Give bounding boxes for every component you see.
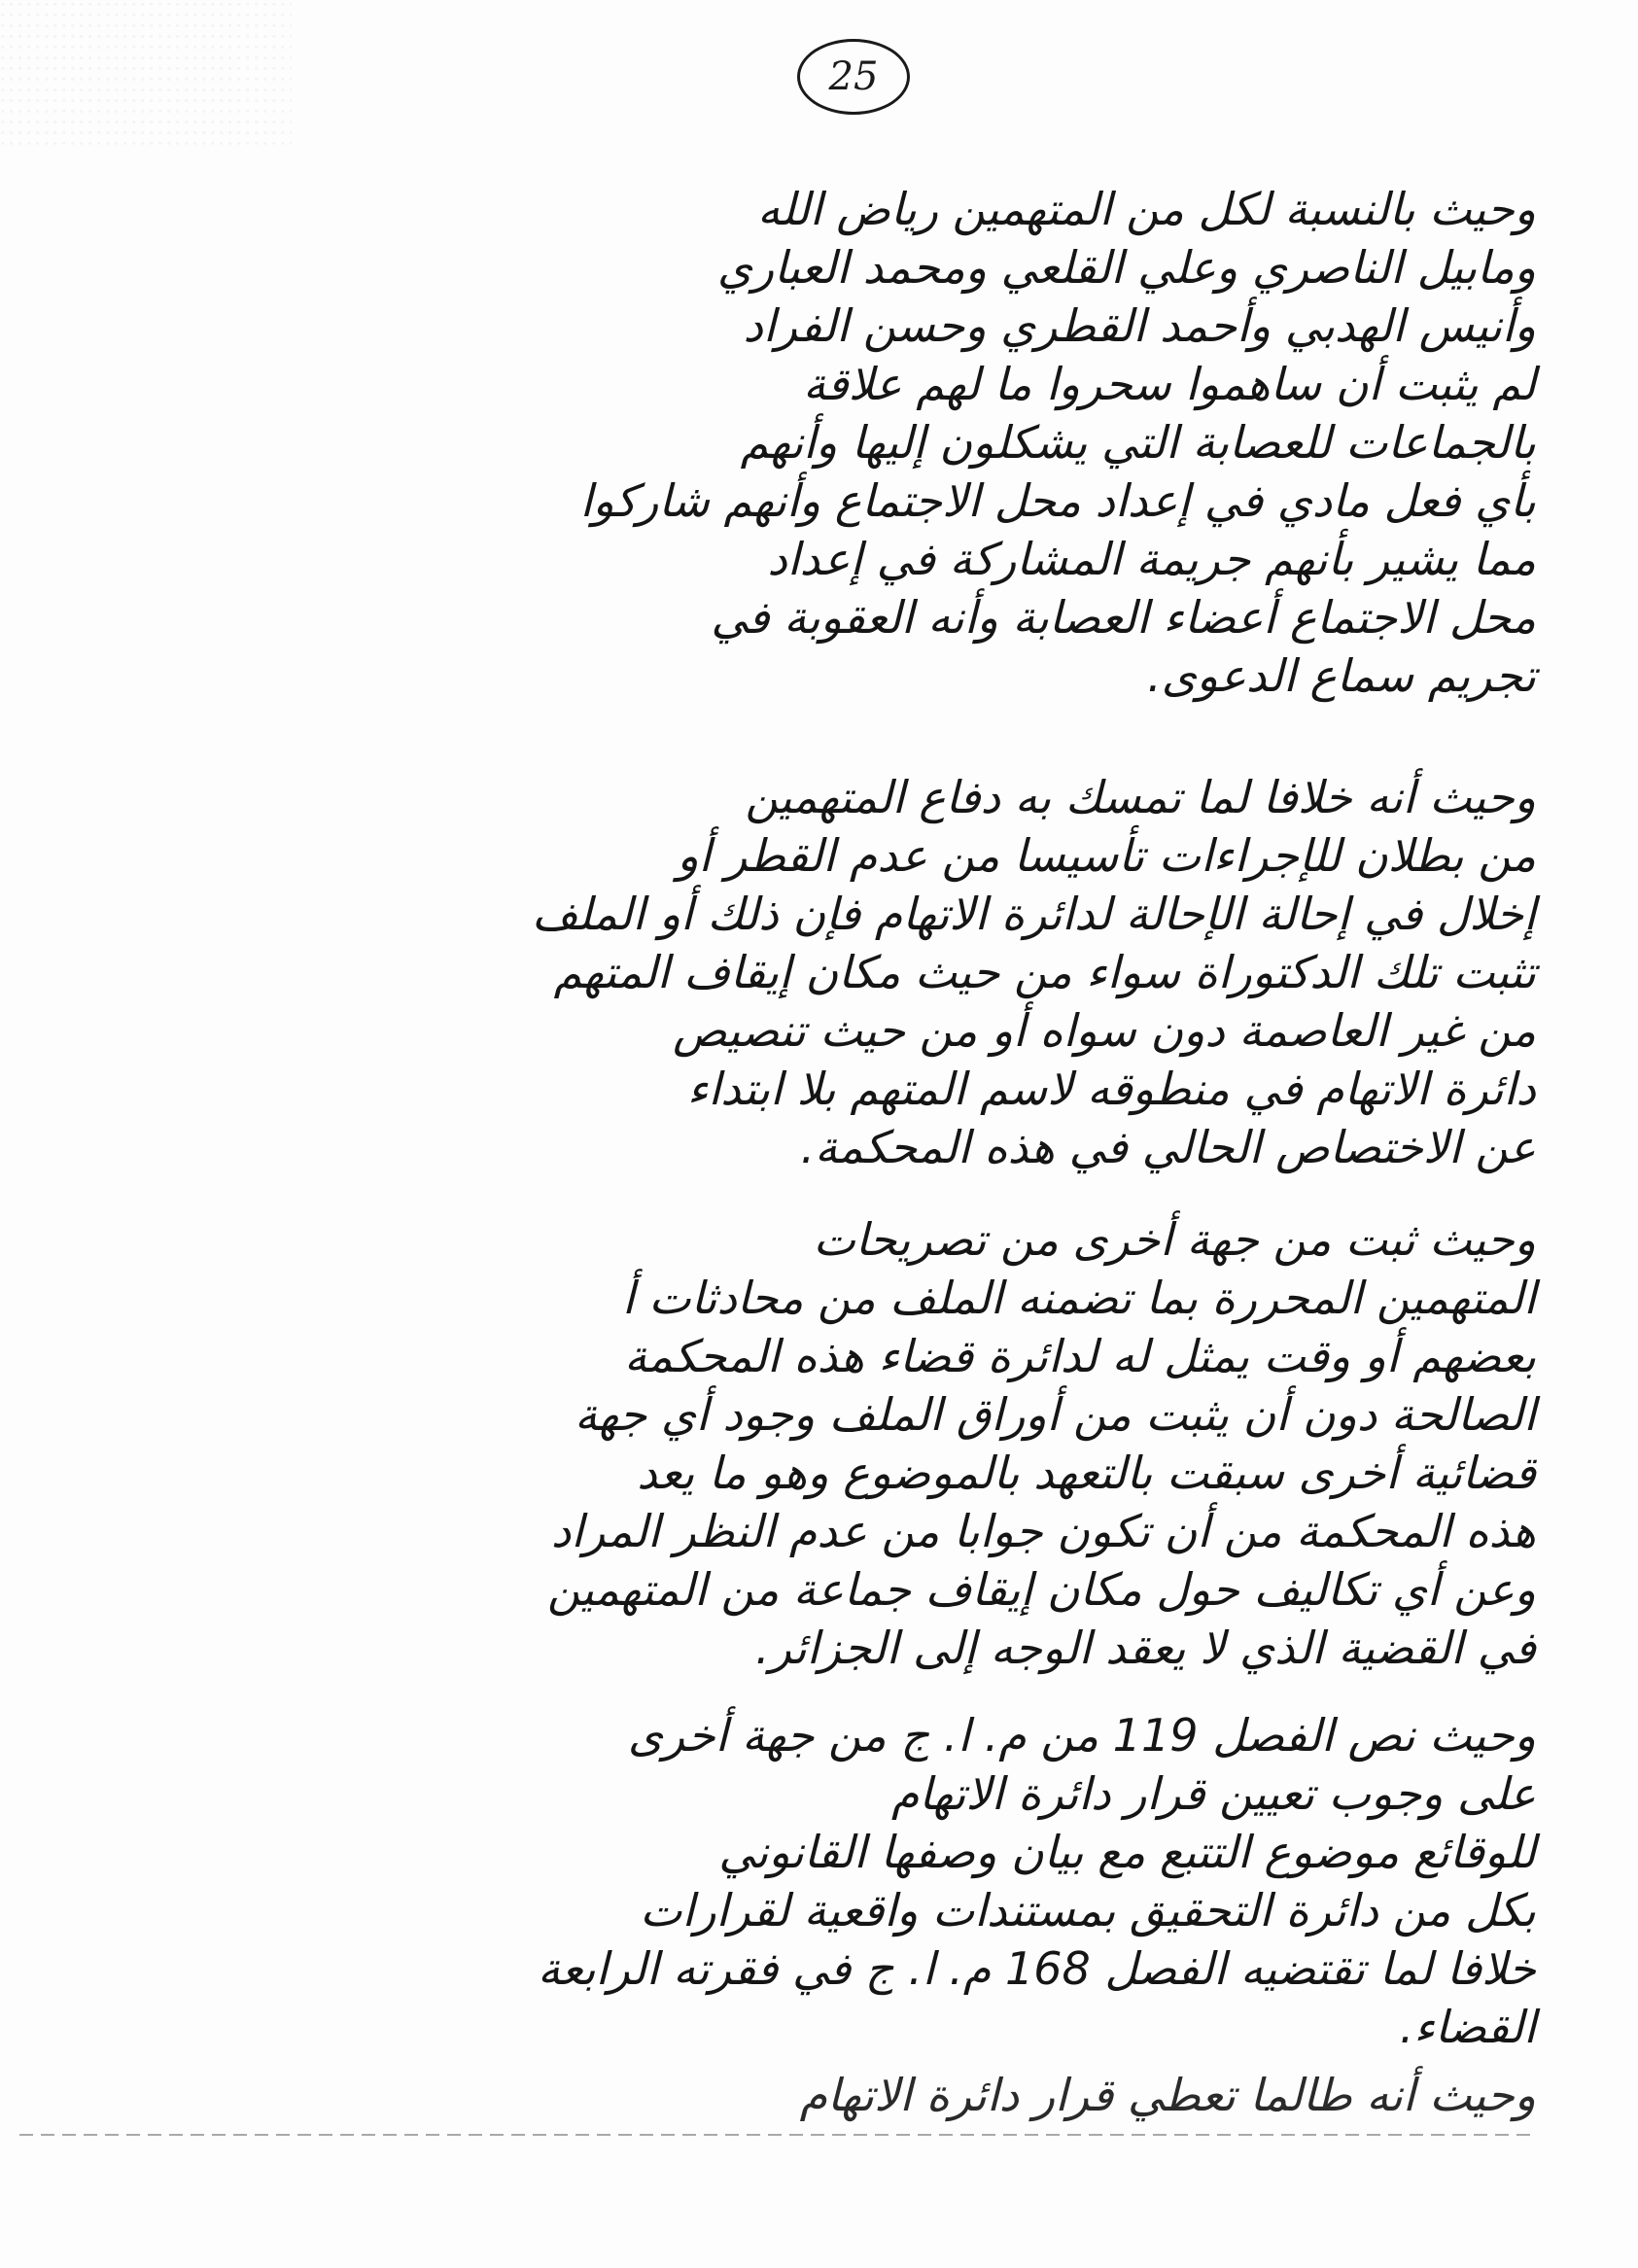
text-line: قضائية أخرى سبقت بالتعهد بالموضوع وهو ما يعد (637, 1447, 1536, 1499)
paragraph-3 (107, 1210, 1536, 1677)
text-line: وأنيس الهدبي وأحمد القطري وحسن الفراد (743, 299, 1536, 352)
text-line: من بطلان للإجراءات تأسيسا من عدم القطر أو (677, 829, 1536, 882)
text-line: تثبت تلك الدكتوراة سواء من حيث مكان إيقاف المتهم (553, 946, 1536, 998)
text-line: إخلال في إحالة الإحالة لدائرة الاتهام فإن ذلك أو الملف (532, 888, 1536, 940)
text-line: وحيث أنه خلافا لما تمسك به دفاع المتهمين (745, 771, 1536, 823)
text-line: عن الاختصاص الحالي في هذه المحكمة. (800, 1121, 1536, 1173)
text-line: القضاء. (1399, 2001, 1536, 2053)
text-line: الصالحة دون أن يثبت من أوراق الملف وجود أي جهة (575, 1388, 1536, 1441)
text-line: وحيث نص الفصل 119 من م. ا. ج من جهة أخرى (627, 1709, 1536, 1762)
text-line: محل الاجتماع أعضاء العصابة وأنه العقوبة في (711, 591, 1536, 644)
paragraph-2 (107, 768, 1536, 1176)
text-line: وحيث بالنسبة لكل من المتهمين رياض الله (757, 183, 1536, 235)
text-line: هذه المحكمة من أن تكون جوابا من عدم النظر المراد (550, 1505, 1536, 1557)
text-line: من غير العاصمة دون سواه أو من حيث تنصيص (673, 1004, 1536, 1057)
text-line: لم يثبت أن ساهموا سحروا ما لهم علاقة (803, 358, 1536, 410)
text-line: في القضية الذي لا يعقد الوجه إلى الجزائر. (754, 1622, 1536, 1674)
text-line: على وجوب تعيين قرار دائرة الاتهام (890, 1767, 1536, 1820)
faint-underline (19, 2134, 1536, 2136)
text-line: تجريم سماع الدعوى. (1147, 649, 1536, 702)
text-line: وحيث أنه طالما تعطي قرار دائرة الاتهام (799, 2069, 1536, 2121)
text-line: ومابيل الناصري وعلي القلعي ومحمد العباري (716, 241, 1536, 294)
scan-noise (0, 0, 292, 146)
text-line: وحيث ثبت من جهة أخرى من تصريحات (813, 1213, 1536, 1266)
paragraph-5 (107, 2066, 1536, 2124)
text-line: للوقائع موضوع التتبع مع بيان وصفها القانوني (718, 1826, 1536, 1878)
text-line: بالجماعات للعصابة التي يشكلون إليها وأنهم (740, 416, 1536, 469)
text-line: وعن أي تكاليف حول مكان إيقاف جماعة من المتهمين (547, 1563, 1536, 1616)
paragraph-1 (107, 180, 1536, 705)
text-line: خلافا لما تقتضيه الفصل 168 م. ا. ج في فقرته الرابعة (538, 1942, 1536, 1995)
text-line: دائرة الاتهام في منطوقه لاسم المتهم بلا ابتداء (686, 1063, 1536, 1115)
paragraph-4 (107, 1706, 1536, 2056)
text-line: مما يشير بأنهم جريمة المشاركة في إعداد (767, 533, 1536, 585)
text-line: بأي فعل مادي في إعداد محل الاجتماع وأنهم شاركوا (579, 474, 1536, 527)
text-line: بعضهم أو وقت يمثل له لدائرة قضاء هذه المحكمة (624, 1330, 1536, 1382)
text-line: بكل من دائرة التحقيق بمستندات واقعية لقرارات (640, 1884, 1536, 1937)
page-number: 25 (797, 39, 910, 115)
text-line: المتهمين المحررة بما تضمنه الملف من محادثات أ (622, 1272, 1536, 1324)
